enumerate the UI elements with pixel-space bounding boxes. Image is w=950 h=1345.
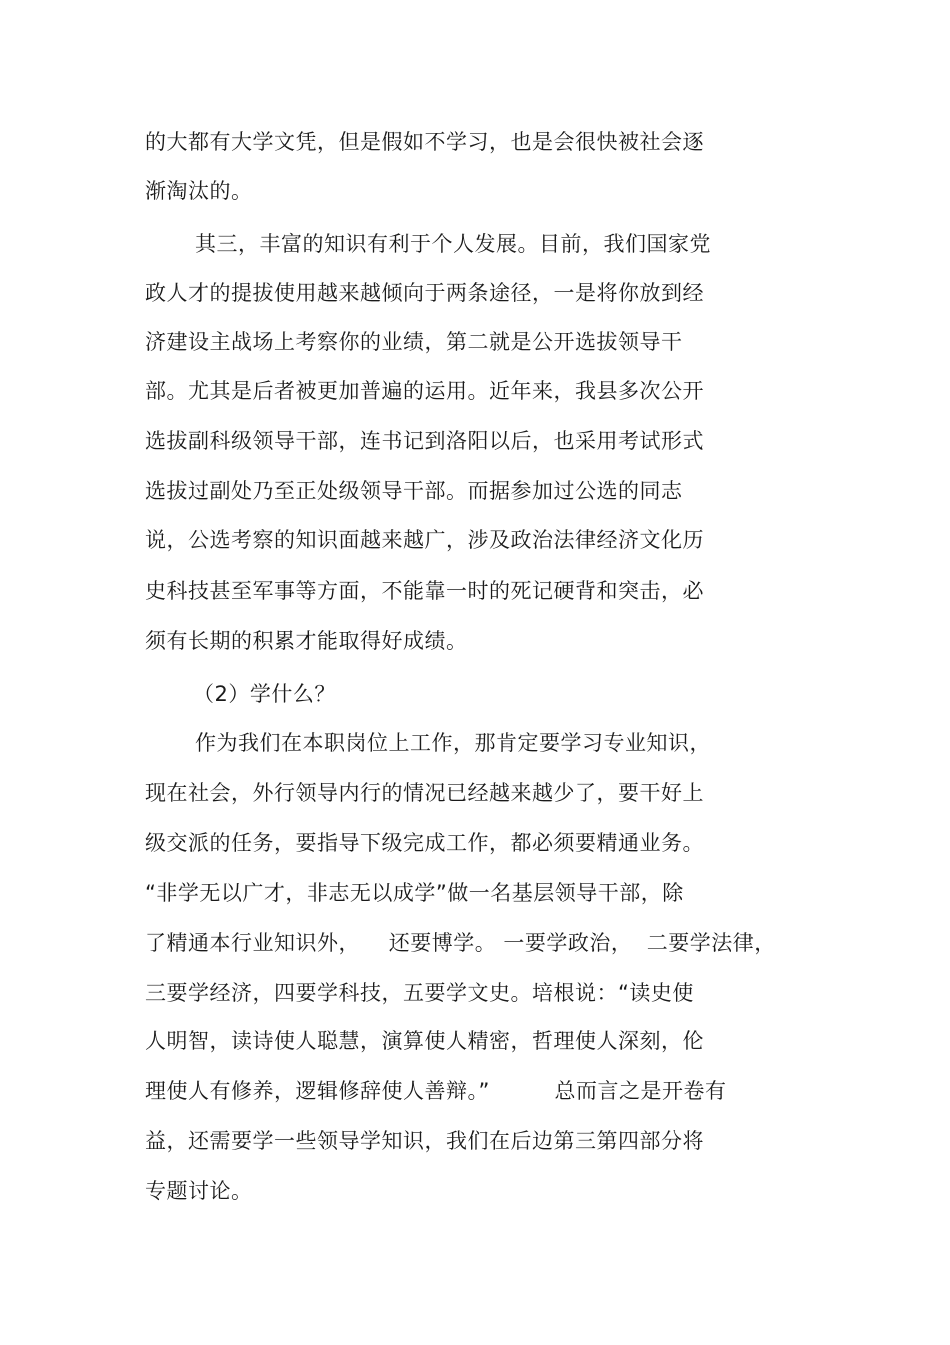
text-line: 人明智，读诗使人聪慧，演算使人精密，哲理使人深刻，伦 [145, 1029, 704, 1053]
text-line: 政人才的提拔使用越来越倾向于两条途径，一是将你放到经 [145, 281, 704, 305]
text-line: 专题讨论。 [145, 1179, 253, 1203]
text-line: 渐淘汰的。 [145, 179, 253, 203]
text-line: 选拔副科级领导干部，连书记到洛阳以后，也采用考试形式 [145, 429, 704, 453]
text-line: 益，还需要学一些领导学知识，我们在后边第三第四部分将 [145, 1129, 704, 1153]
text-line: 史科技甚至军事等方面，不能靠一时的死记硬背和突击，必 [145, 579, 704, 603]
text-line: 理使人有修养，逻辑修辞使人善辩。” 总而言之是开卷有 [145, 1079, 727, 1103]
paragraph-start-line: 其三，丰富的知识有利于个人发展。目前，我们国家党 [195, 232, 711, 256]
text-line: 的大都有大学文凭，但是假如不学习，也是会很快被社会逐 [145, 130, 704, 154]
paragraph-start-line: 作为我们在本职岗位上工作，那肯定要学习专业知识， [195, 731, 711, 755]
text-line: 了精通本行业知识外， 还要博学。 一要学政治， 二要学法律， [145, 931, 776, 955]
text-line: 济建设主战场上考察你的业绩，第二就是公开选拔领导干 [145, 330, 683, 354]
text-line: 选拔过副处乃至正处级领导干部。而据参加过公选的同志 [145, 479, 683, 503]
text-line: 三要学经济，四要学科技，五要学文史。培根说：“读史使 [145, 981, 694, 1005]
text-line: 现在社会，外行领导内行的情况已经越来越少了，要干好上 [145, 781, 704, 805]
section-heading: （2）学什么？ [193, 682, 336, 706]
text-line: 须有长期的积累才能取得好成绩。 [145, 629, 468, 653]
text-line: 级交派的任务，要指导下级完成工作，都必须要精通业务。 [145, 831, 704, 855]
text-line: “非学无以广才，非志无以成学”做一名基层领导干部，除 [145, 881, 684, 905]
text-line: 说，公选考察的知识面越来越广，涉及政治法律经济文化历 [145, 528, 704, 552]
text-line: 部。尤其是后者被更加普遍的运用。近年来，我县多次公开 [145, 379, 704, 403]
